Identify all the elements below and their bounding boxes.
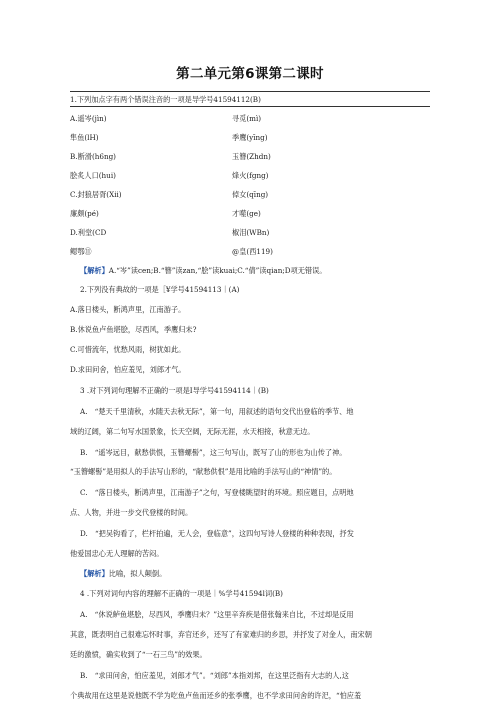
question-1-stem: 1.下列加点字有两个错误注音的一项是导学号41594112(B) — [70, 95, 261, 104]
q4-line: 其意，既表明自己很难忘怀时事，弃官还乡，还写了有家难归的乡思，并抒发了对金人，南宋朝 — [70, 630, 372, 639]
analysis-text: 比喻，拟人颠倒。 — [108, 569, 167, 578]
q3-line: A. “楚天千里清秋，水随天去秋无际”，第一句，用叙述的语句交代出登临的季节、地 — [80, 407, 354, 416]
question-4-stem: 4 .下列对词句内容的理解不正确的一项是｜%学号41594l词(B) — [80, 589, 283, 598]
q4-line: A. “休说鲈鱼堪脍，尽西风，季鹰归未？”这里辛弃疾是借张翰来自比，不过却是反用 — [80, 610, 354, 619]
q1-option-left: 隼鱼(lH) — [70, 133, 99, 142]
q3-line: C. “落日楼头，断鸿声里，江南游子”之句，写登楼眺望时的环境。照应题目，点明地 — [80, 488, 354, 497]
q1-option-left: 脍炙人口(hui) — [70, 171, 116, 180]
q2-option: C.可惜流年，忧愁风雨，树犹如此。 — [70, 345, 186, 354]
divider-top — [70, 91, 430, 92]
q1-option-left: 廉颇(pé) — [70, 209, 99, 218]
analysis-tag: 【解析】 — [80, 569, 109, 578]
q3-analysis — [80, 569, 166, 578]
q1-analysis — [80, 266, 326, 275]
q3-line: B. “遥岑远目，献愁供恨，玉簪螺髻”，这三句写山，既写了山的形也为山传了神。 — [80, 448, 347, 457]
q3-line: “玉簪螺髻”是用拟人的手法写山形的，“献愁供恨”是用比喻的手法写山的“神情”的。 — [70, 467, 337, 476]
q2-option: B.休说鱼卢鱼堪脍，尽西风，季鹰归未? — [70, 325, 197, 334]
analysis-tag: 【解析】 — [80, 266, 109, 275]
q1-option-left: 鳃鄂⑪ — [70, 247, 92, 256]
analysis-text: A.“岑”读cen;B.“簪”读zan,“脍”读kuai;C.“倩”读qian;D项无错误。 — [108, 266, 327, 275]
q1-option-left: C.封狼居胥(Xii) — [70, 190, 122, 199]
q1-option-right: 烽火(fgng) — [232, 171, 269, 180]
q1-option-right: @皇(西119) — [232, 247, 273, 256]
question-2-stem: 2.下列没有典故的一项是［¥学号41594113｜(A) — [80, 285, 240, 294]
q2-option: A.落日楼头，断鸿声里，江南游子。 — [70, 305, 186, 314]
question-3-stem: 3 .对下列词句理解不正确的一项是I导学号41594114｜(B) — [80, 386, 269, 395]
q3-line: 域的辽阔，第二句写水国景象，长天空阔，无际无涯，水天相接，秋意无边。 — [70, 427, 315, 436]
divider-bottom — [70, 106, 430, 107]
page-title: 第二单元第6课第二课时 — [176, 66, 324, 82]
q4-line: 个典故用在这里是说他既不学为吃鱼卢鱼而还乡的张季鹰，也不学求田问舍的许汜，“怕应羞 — [70, 691, 362, 700]
q1-option-left: B.断滑(h6ng) — [70, 152, 116, 161]
q1-option-right: 季鹰(yīng) — [232, 133, 268, 142]
q1-option-left: A.遥岑(jìn) — [70, 114, 107, 123]
q2-option: D.求田问舍，怕应羞见，刘郎才气。 — [70, 365, 186, 374]
q3-line: 点、人物，并进一步交代登楼的时间。 — [70, 508, 193, 517]
q1-option-right: 倬女(qīng) — [232, 190, 269, 199]
q4-line: B. “求田问舍，怕应羞见，刘郎才气”。“刘郎”本指刘邦，在这里泛指有大志的人,这 — [80, 671, 349, 680]
q1-option-right: 才噬(ge) — [232, 209, 261, 218]
q1-option-right: 椒泪(WBn) — [232, 228, 270, 237]
q3-line: 他爱国忠心无人理解的苦闷。 — [70, 549, 164, 558]
q1-option-right: 寻觅(mì) — [232, 114, 262, 123]
q3-line: D. “把吴钩看了，栏杆拍遍，无人会，登临意”，这四句写诗人登楼的种种表现，抒发 — [80, 529, 354, 538]
q1-option-right: 玉簪(Zhdn) — [232, 152, 271, 161]
q4-line: 廷的激愤，确实收到了“一石三鸟”的效果。 — [70, 650, 207, 659]
q1-option-left: D.利堂(CD — [70, 228, 107, 237]
